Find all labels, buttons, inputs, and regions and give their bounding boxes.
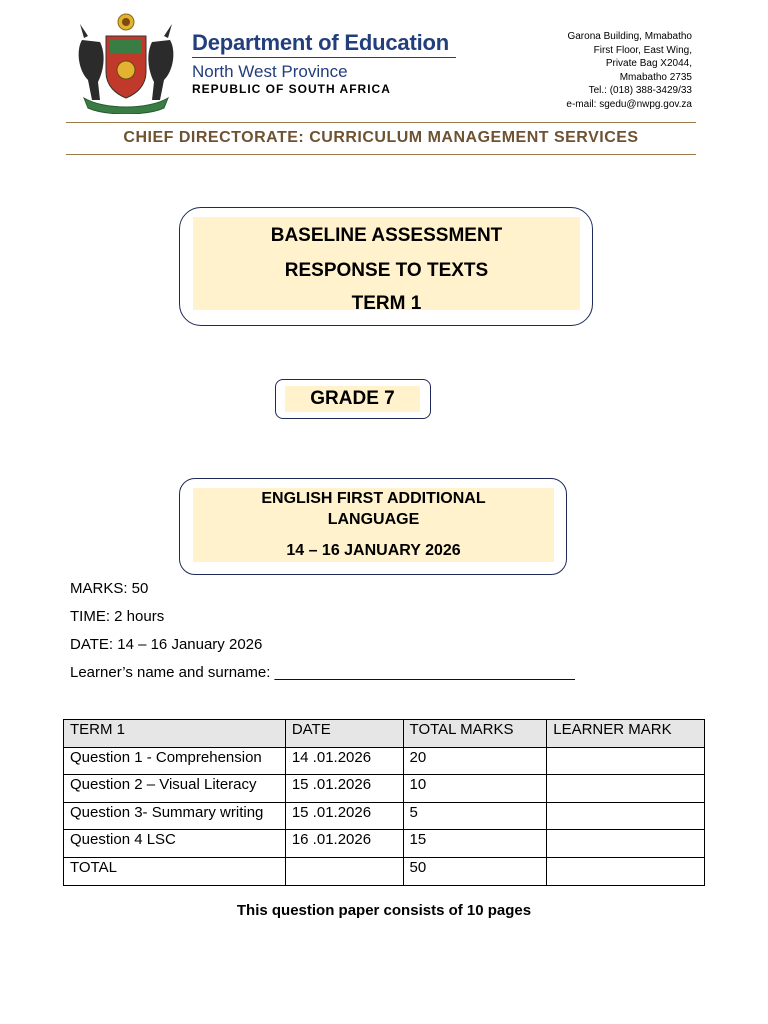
banner-rule-top xyxy=(66,122,696,123)
contact-line: Private Bag X2044, xyxy=(605,58,692,69)
table-total-row xyxy=(64,857,705,885)
subject-box-fill xyxy=(193,488,554,562)
table-row xyxy=(64,775,705,803)
banner-rule-bottom xyxy=(66,154,696,155)
date-cell: 15 .01.2026 xyxy=(285,802,403,830)
total-label-cell: TOTAL xyxy=(64,857,286,885)
table-row xyxy=(64,747,705,775)
header-date: DATE xyxy=(285,720,403,748)
grade-box xyxy=(275,379,431,419)
table-row xyxy=(64,802,705,830)
directorate-banner: CHIEF DIRECTORATE: CURRICULUM MANAGEMENT SERVICES xyxy=(123,129,639,146)
header-learner-mark: LEARNER MARK xyxy=(547,720,705,748)
title-underline xyxy=(192,57,456,58)
date-info: DATE: 14 – 16 January 2026 xyxy=(70,636,263,653)
contact-details xyxy=(520,30,692,111)
grade-label: GRADE 7 xyxy=(310,388,395,409)
learner-mark-cell[interactable] xyxy=(547,802,705,830)
learner-mark-cell[interactable] xyxy=(547,857,705,885)
department-title: Department of Education xyxy=(192,30,449,55)
question-cell: Question 4 LSC xyxy=(64,830,286,858)
total-marks-cell: 10 xyxy=(403,775,547,803)
subject-box xyxy=(179,478,567,575)
total-marks-cell: 50 xyxy=(403,857,547,885)
question-cell: Question 2 – Visual Literacy xyxy=(64,775,286,803)
learner-mark-cell[interactable] xyxy=(547,747,705,775)
grade-box-fill xyxy=(285,386,420,412)
contact-line: Garona Building, Mmabatho xyxy=(567,31,692,42)
learner-name-field[interactable]: Learner’s name and surname: ____________________________________ xyxy=(70,664,575,681)
contact-line: Tel.: (018) 388-3429/33 xyxy=(588,85,692,96)
date-cell: 16 .01.2026 xyxy=(285,830,403,858)
learner-mark-cell[interactable] xyxy=(547,775,705,803)
coat-of-arms-icon xyxy=(70,10,182,114)
total-marks-cell: 5 xyxy=(403,802,547,830)
learner-mark-cell[interactable] xyxy=(547,830,705,858)
republic-name: REPUBLIC OF SOUTH AFRICA xyxy=(192,82,391,96)
marks-info: MARKS: 50 xyxy=(70,580,149,597)
subject-line-2: LANGUAGE xyxy=(327,511,420,528)
date-cell: 15 .01.2026 xyxy=(285,775,403,803)
total-marks-cell: 15 xyxy=(403,830,547,858)
title-line-3: TERM 1 xyxy=(351,293,422,314)
table-header-row xyxy=(64,720,705,748)
date-cell xyxy=(285,857,403,885)
contact-line: e-mail: sgedu@nwpg.gov.za xyxy=(566,98,692,110)
subject-line-1: ENGLISH FIRST ADDITIONAL xyxy=(261,490,486,507)
subject-dates: 14 – 16 JANUARY 2026 xyxy=(286,542,461,559)
title-box-fill xyxy=(193,217,580,314)
marks-table xyxy=(63,719,705,886)
header-term: TERM 1 xyxy=(64,720,286,748)
title-line-1: BASELINE ASSESSMENT xyxy=(270,225,503,246)
question-cell: Question 3- Summary writing xyxy=(64,802,286,830)
contact-line: Mmabatho 2735 xyxy=(619,71,692,83)
date-cell: 14 .01.2026 xyxy=(285,747,403,775)
time-info: TIME: 2 hours xyxy=(70,608,165,625)
contact-line: First Floor, East Wing, xyxy=(593,44,692,56)
question-cell: Question 1 - Comprehension xyxy=(64,747,286,775)
province-name: North West Province xyxy=(192,62,348,81)
total-marks-cell: 20 xyxy=(403,747,547,775)
page-count-note: This question paper consists of 10 pages xyxy=(236,902,532,919)
header-total-marks: TOTAL MARKS xyxy=(403,720,547,748)
assessment-title-box xyxy=(179,207,593,326)
table-row xyxy=(64,830,705,858)
title-line-2: RESPONSE TO TEXTS xyxy=(284,260,489,281)
